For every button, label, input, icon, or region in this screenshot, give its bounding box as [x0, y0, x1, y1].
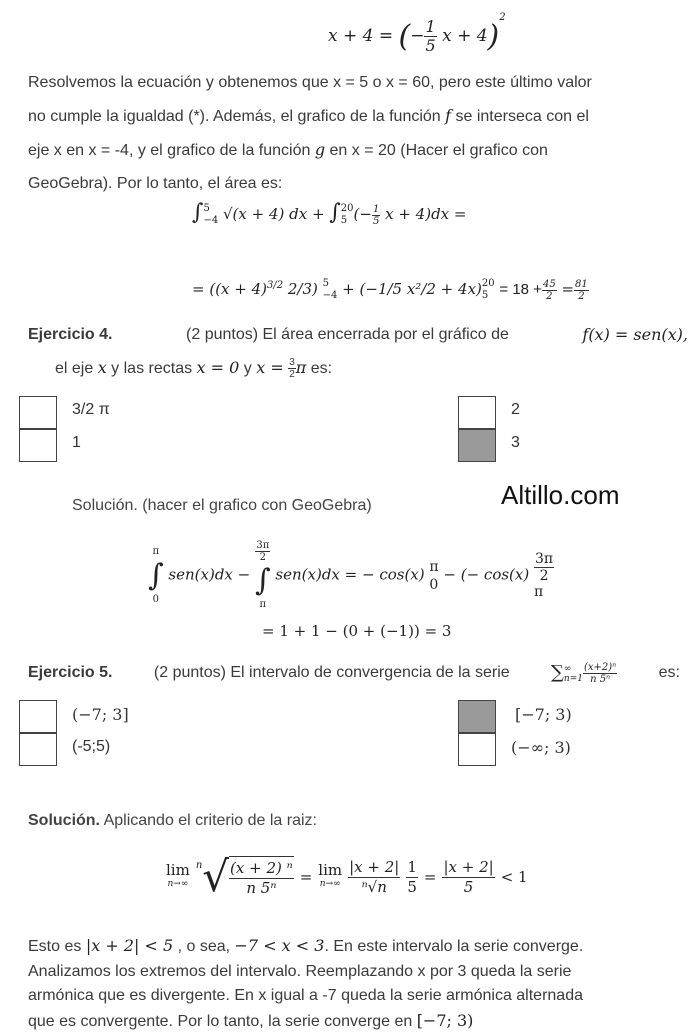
- ej5-option-label-2: (-5;5): [72, 738, 111, 755]
- final-line4: que es convergente. Por lo tanto, la serie converge en [−7; 3): [28, 1010, 474, 1030]
- ej5-root-test-formula: lim n→∞ $^n$ √ $\frac{\text{(x + 2) ⁿ}}{\text{n 5ⁿ}}$ = lim n→∞ $\frac{|x + 2|}{\text{ⁿ√n}}$ $\frac{1}{5}$ = $\frac{|x + 2|}{5}$ < 1: [166, 852, 528, 901]
- ej5-statement: Ejercicio 5. (2 puntos) El intervalo de convergencia de la serie ∑ ∞ n=1 $\frac{\text{(x+2)ⁿ}}{\text{n 5ⁿ}}$ es:: [28, 656, 680, 689]
- final-paragraph: [28, 934, 693, 1034]
- ej4-solution-title: Solución. (hacer el grafico con GeoGebra): [72, 497, 372, 514]
- ej4-option-label-1: 3/2 π: [72, 401, 110, 418]
- ej5-text: (2 puntos) El intervalo de convergencia de la serie: [153, 664, 510, 681]
- eq-exponent: 2: [499, 12, 506, 24]
- ej5-solution-intro: [28, 812, 317, 830]
- ej5-option-box-1[interactable]: [19, 700, 57, 733]
- ej5-option-label-4: (−∞; 3): [511, 738, 571, 757]
- ej4-text: (2 puntos) El área encerrada por el gráfico de: [186, 326, 509, 343]
- eq-lhs: x + 4 =: [328, 26, 394, 46]
- ej4-option-box-3[interactable]: [458, 396, 496, 429]
- ej4-solution-result: = 1 + 1 − (0 + (−1)) = 3: [262, 622, 452, 640]
- ej5-option-box-3-selected[interactable]: [458, 700, 496, 733]
- integral-2-body: x + 4)dx =: [385, 205, 467, 223]
- ej5-option-label-3: [−7; 3): [515, 705, 572, 724]
- eq-frac-num: 1: [425, 17, 436, 36]
- ej4-option-box-4-selected[interactable]: [458, 429, 496, 462]
- para1-line3: eje x en x = -4, y el grafico de la función g en x = 20 (Hacer el grafico con: [28, 140, 548, 159]
- eq-minus: −: [410, 26, 425, 46]
- final-line2: Analizamos los extremos del intervalo. Reemplazando x por 3 queda la serie: [28, 962, 572, 980]
- para1-line1: Resolvemos la ecuación y obtenemos que x = 5 o x = 60, pero este último valor: [28, 74, 592, 91]
- ej4-statement: [28, 318, 688, 385]
- ej5-option-label-1: (−7; 3]: [72, 705, 129, 724]
- area-integral: ∫ 5 −4 √(x + 4) dx + ∫ 20 5 (− $\frac{1}{5}$ x + 4)dx =: [192, 200, 467, 227]
- paragraph-resolution: [28, 66, 688, 200]
- eq-fraction: [424, 18, 436, 55]
- final-line1: Esto es |x + 2| < 5 , o sea, −7 < x < 3. En este intervalo la serie converge.: [28, 936, 584, 955]
- ej5-series: ∑ ∞ n=1 $\frac{\text{(x+2)ⁿ}}{\text{n 5ⁿ}}$: [551, 662, 617, 685]
- ej4-line2: el eje x y las rectas x = 0 y x = $\frac{3}{2}$ π es:: [55, 357, 333, 381]
- integral-1-body: √(x + 4) dx +: [223, 205, 325, 223]
- ej5-title: Ejercicio 5.: [28, 664, 113, 681]
- ej4-function: f(x) = sen(x),: [582, 325, 688, 344]
- eq-frac-den: 5: [425, 36, 436, 55]
- para1-line2: no cumple la igualdad (*). Además, el grafico de la función f se interseca con el: [28, 106, 589, 125]
- brand-watermark: Altillo.com: [501, 480, 620, 510]
- para1-line4: GeoGebra). Por lo tanto, el área es:: [28, 175, 283, 192]
- ej4-option-label-3: 2: [511, 401, 520, 418]
- ej4-option-box-2[interactable]: [19, 429, 57, 462]
- ej4-line1: [28, 318, 688, 351]
- ej4-solution-integral: π ∫ 0 sen(x)dx − $\frac{3\pi}{2}$ ∫ π sen(x)dx = − cos(x) π 0 − (− cos(x) $\frac{3\pi}{2}$ π: [148, 540, 554, 610]
- ej4-option-label-2: 1: [72, 434, 81, 451]
- area-result: = ($(x + 4)^{3/2}$ 2/3) 5 −4 + (−1/5 x²/2 + 4x) 20 5 = 18 + $\frac{45}{2}$ = $\frac{81}{2}$: [192, 278, 588, 302]
- final-line3: armónica que es divergente. En x igual a -7 queda la serie armónica alternada: [28, 987, 583, 1004]
- ej5-option-box-4[interactable]: [458, 733, 496, 766]
- ej4-option-box-1[interactable]: [19, 396, 57, 429]
- ej5-option-box-2[interactable]: [19, 733, 57, 766]
- equation-top: x + 4 = (− $\frac{1}{5}$ x + 4)$^2$: [328, 12, 506, 55]
- ej4-option-label-4: 3: [511, 434, 520, 451]
- ej5-solution-title: Solución.: [28, 812, 100, 829]
- ej5-solution-text: Aplicando el criterio de la raiz:: [100, 812, 317, 829]
- ej4-title: Ejercicio 4.: [28, 326, 113, 343]
- eq-inner: x + 4: [442, 26, 488, 46]
